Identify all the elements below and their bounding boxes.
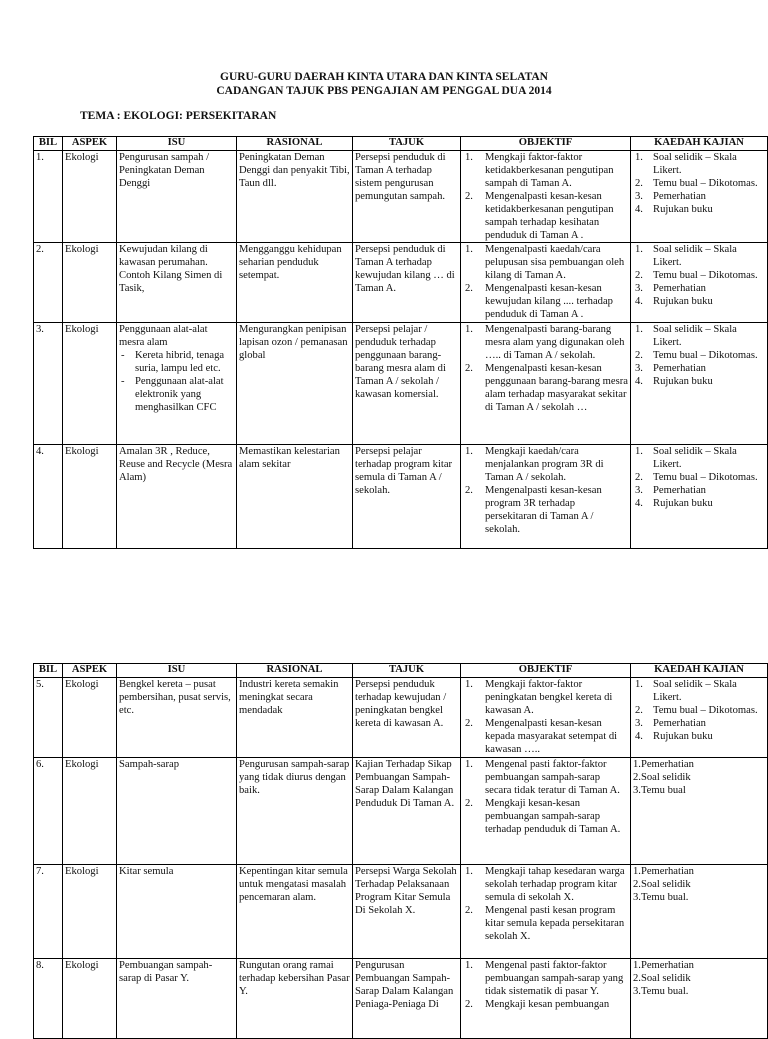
cell-bil: 7. — [34, 865, 63, 959]
list-item: 1. Soal selidik – Skala Likert. — [635, 152, 737, 176]
list-item: 1. Soal selidik – Skala Likert. — [635, 679, 737, 703]
list-item: 1. Soal selidik – Skala Likert. — [635, 244, 737, 268]
cell-objektif — [461, 758, 631, 865]
cell-objektif — [461, 323, 631, 445]
cell-rasional: Pengurusan sampah-sarap yang tidak diurus dengan baik. — [237, 758, 353, 865]
list-item: 1. Soal selidik – Skala Likert. — [635, 324, 737, 348]
col-header-isu: ISU — [117, 664, 237, 678]
table-header-row — [34, 137, 768, 151]
cell-tajuk: Persepsi penduduk di Taman A terhadap sistem pengurusan pemungutan sampah. — [353, 151, 461, 243]
cell-aspek: Ekologi — [63, 323, 117, 445]
cell-kaedah: 1.Pemerhatian 2.Soal selidik 3.Temu bual. — [631, 959, 768, 1039]
cell-tajuk: Persepsi penduduk terhadap kewujudan / peningkatan bengkel kereta di kawasan A. — [353, 678, 461, 758]
document-title-2: CADANGAN TAJUK PBS PENGAJIAN AM PENGGAL DUA 2014 — [216, 85, 552, 97]
list-item: 2. Mengkaji kesan-kesan pembuangan sampah-sarap terhadap penduduk di Taman A. — [465, 798, 621, 835]
list-item: 2. Temu bual – Dikotomas. — [635, 350, 758, 361]
col-header-objektif: OBJEKTIF — [461, 664, 631, 678]
list-item: 4. Rujukan buku — [635, 204, 713, 215]
tema-heading: TEMA : EKOLOGI: PERSEKITARAN — [80, 110, 277, 122]
list-item: 2. Mengenalpasti kesan-kesan program 3R terhadap persekitaran di Taman A / sekolah. — [465, 485, 602, 535]
list-item: 2. Mengkaji kesan pembuangan — [465, 999, 610, 1010]
list-item: 1. Mengenal pasti faktor-faktor pembuangan sampah-sarap secara tidak teratur di Taman A. — [465, 759, 620, 796]
list-item: 4. Rujukan buku — [635, 296, 713, 307]
table-row — [34, 243, 768, 323]
cell-kaedah: 1.Pemerhatian 2.Soal selidik 3.Temu bual. — [631, 865, 768, 959]
list-item: 1. Mengenalpasti kaedah/cara pelupusan sisa pembuangan oleh kilang di Taman A. — [465, 244, 625, 281]
cell-aspek: Ekologi — [63, 678, 117, 758]
cell-objektif — [461, 445, 631, 549]
col-header-bil: BIL — [34, 137, 63, 151]
cell-tajuk: Persepsi pelajar terhadap program kitar semula di Taman A / sekolah. — [353, 445, 461, 549]
cell-objektif — [461, 865, 631, 959]
col-header-rasional: RASIONAL — [237, 664, 353, 678]
cell-objektif — [461, 151, 631, 243]
table-row — [34, 151, 768, 243]
table-row — [34, 758, 768, 865]
list-item: 4. Rujukan buku — [635, 376, 713, 387]
cell-tajuk: Persepsi pelajar / penduduk terhadap penggunaan barang-barang mesra alam di Taman A / sekolah / kawasan komersial. — [353, 323, 461, 445]
cell-rasional: Peningkatan Deman Denggi dan penyakit Tibi, Taun dll. — [237, 151, 353, 243]
cell-rasional: Industri kereta semakin meningkat secara mendadak — [237, 678, 353, 758]
table-row — [34, 323, 768, 445]
table-row — [34, 445, 768, 549]
list-item: 2. Temu bual – Dikotomas. — [635, 270, 758, 281]
cell-bil: 3. — [34, 323, 63, 445]
table-row — [34, 678, 768, 758]
cell-isu: Sampah-sarap — [117, 758, 237, 865]
cell-kaedah — [631, 678, 768, 758]
list-item: 2. Temu bual – Dikotomas. — [635, 472, 758, 483]
cell-aspek: Ekologi — [63, 959, 117, 1039]
cell-aspek: Ekologi — [63, 243, 117, 323]
cell-rasional: Rungutan orang ramai terhadap kebersihan Pasar Y. — [237, 959, 353, 1039]
document-title-1: GURU-GURU DAERAH KINTA UTARA DAN KINTA SELATAN — [220, 71, 548, 83]
table-header-row — [34, 664, 768, 678]
list-item: 2. Temu bual – Dikotomas. — [635, 178, 758, 189]
cell-isu: Amalan 3R , Reduce, Reuse and Recycle (Mesra Alam) — [117, 445, 237, 549]
list-item: 2. Mengenal pasti kesan program kitar semula kepada persekitaran sekolah X. — [465, 905, 625, 942]
cell-rasional: Mengganggu kehidupan seharian penduduk setempat. — [237, 243, 353, 323]
cell-objektif — [461, 243, 631, 323]
cell-isu: Kewujudan kilang di kawasan perumahan. Contoh Kilang Simen di Tasik, — [117, 243, 237, 323]
cell-kaedah — [631, 445, 768, 549]
topic-table-2 — [33, 663, 768, 1039]
cell-bil: 5. — [34, 678, 63, 758]
cell-objektif — [461, 678, 631, 758]
list-item: 2. Mengenalpasti kesan-kesan penggunaan barang-barang mesra alam terhadap masyarakat sekitar di Taman A / sekolah … — [465, 363, 628, 413]
cell-tajuk: Persepsi Warga Sekolah Terhadap Pelaksanaan Program Kitar Semula Di Sekolah X. — [353, 865, 461, 959]
cell-tajuk: Pengurusan Pembuangan Sampah-Sarap Dalam Kalangan Peniaga-Peniaga Di — [353, 959, 461, 1039]
cell-bil: 1. — [34, 151, 63, 243]
list-item: 3. Pemerhatian — [635, 283, 706, 294]
col-header-kaedah: KAEDAH KAJIAN — [631, 664, 768, 678]
cell-kaedah: 1.Pemerhatian 2.Soal selidik 3.Temu bual — [631, 758, 768, 865]
list-item: 3. Pemerhatian — [635, 191, 706, 202]
cell-aspek: Ekologi — [63, 865, 117, 959]
list-item: 1. Mengkaji faktor-faktor ketidakberkesanan pengutipan sampah di Taman A. — [465, 152, 614, 189]
cell-rasional: Kepentingan kitar semula untuk mengatasi masalah pencemaran alam. — [237, 865, 353, 959]
list-item: - Penggunaan alat-alat elektronik yang menghasilkan CFC — [121, 376, 224, 413]
list-item: 3. Pemerhatian — [635, 718, 706, 729]
col-header-aspek: ASPEK — [63, 664, 117, 678]
cell-bil: 8. — [34, 959, 63, 1039]
cell-kaedah — [631, 151, 768, 243]
table-row — [34, 959, 768, 1039]
list-item: 1. Mengkaji faktor-faktor peningkatan bengkel kereta di kawasan A. — [465, 679, 613, 716]
cell-bil: 2. — [34, 243, 63, 323]
list-item: 2. Mengenalpasti kesan-kesan ketidakberkesanan pengutipan sampah terhadap kesihatan penduduk di Taman A . — [465, 191, 614, 241]
cell-isu: Pengurusan sampah / Peningkatan Deman Denggi — [117, 151, 237, 243]
cell-isu: Penggunaan alat-alat mesra alam - Kereta hibrid, tenaga suria, lampu led etc. - Penggunaan alat-alat elektronik yang menghasilkan CFC — [117, 323, 237, 445]
list-item: 4. Rujukan buku — [635, 731, 713, 742]
cell-aspek: Ekologi — [63, 151, 117, 243]
col-header-tajuk: TAJUK — [353, 664, 461, 678]
col-header-isu: ISU — [117, 137, 237, 151]
cell-kaedah — [631, 323, 768, 445]
cell-bil: 4. — [34, 445, 63, 549]
cell-tajuk: Kajian Terhadap Sikap Pembuangan Sampah-Sarap Dalam Kalangan Penduduk Di Taman A. — [353, 758, 461, 865]
cell-isu: Bengkel kereta – pusat pembersihan, pusat servis, etc. — [117, 678, 237, 758]
cell-rasional: Mengurangkan penipisan lapisan ozon / pemanasan global — [237, 323, 353, 445]
table-row — [34, 865, 768, 959]
cell-kaedah — [631, 243, 768, 323]
cell-aspek: Ekologi — [63, 445, 117, 549]
list-item: 2. Temu bual – Dikotomas. — [635, 705, 758, 716]
list-item: 1. Mengkaji kaedah/cara menjalankan program 3R di Taman A / sekolah. — [465, 446, 604, 483]
cell-isu: Pembuangan sampah-sarap di Pasar Y. — [117, 959, 237, 1039]
list-item: 2. Mengenalpasti kesan-kesan kepada masyarakat setempat di kawasan ….. — [465, 718, 618, 755]
cell-aspek: Ekologi — [63, 758, 117, 865]
list-item: 2. Mengenalpasti kesan-kesan kewujudan kilang .... terhadap penduduk di Taman A . — [465, 283, 613, 320]
col-header-bil: BIL — [34, 664, 63, 678]
list-item: 3. Pemerhatian — [635, 485, 706, 496]
list-item: 4. Rujukan buku — [635, 498, 713, 509]
list-item: 1. Mengkaji tahap kesedaran warga sekolah terhadap program kitar semula di sekolah X. — [465, 866, 625, 903]
col-header-kaedah: KAEDAH KAJIAN — [631, 137, 768, 151]
col-header-tajuk: TAJUK — [353, 137, 461, 151]
col-header-rasional: RASIONAL — [237, 137, 353, 151]
cell-tajuk: Persepsi penduduk di Taman A terhadap kewujudan kilang … di Taman A. — [353, 243, 461, 323]
cell-objektif — [461, 959, 631, 1039]
cell-isu: Kitar semula — [117, 865, 237, 959]
cell-bil: 6. — [34, 758, 63, 865]
list-item: 1. Soal selidik – Skala Likert. — [635, 446, 737, 470]
list-item: 1. Mengenal pasti faktor-faktor pembuangan sampah-sarap yang tidak sistematik di pasar Y. — [465, 960, 624, 997]
col-header-objektif: OBJEKTIF — [461, 137, 631, 151]
list-item: 3. Pemerhatian — [635, 363, 706, 374]
topic-table-1 — [33, 136, 768, 549]
col-header-aspek: ASPEK — [63, 137, 117, 151]
list-item: 1. Mengenalpasti barang-barang mesra alam yang digunakan oleh ….. di Taman A / sekolah. — [465, 324, 625, 361]
list-item: - Kereta hibrid, tenaga suria, lampu led etc. — [121, 350, 225, 374]
cell-rasional: Memastikan kelestarian alam sekitar — [237, 445, 353, 549]
